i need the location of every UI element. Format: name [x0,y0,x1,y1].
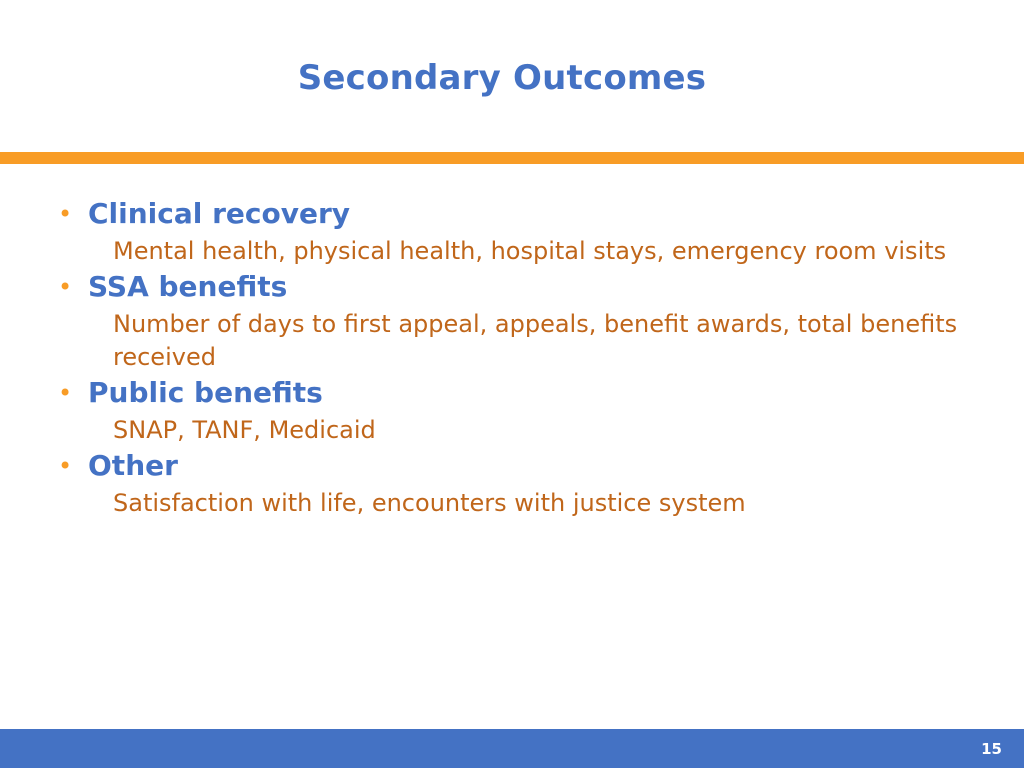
item-detail: Number of days to first appeal, appeals, benefit awards, total benefits received [113,310,958,371]
list-item [58,268,1008,374]
item-detail: Mental health, physical health, hospital stays, emergency room visits [113,237,947,265]
bullet-icon: • [58,273,73,301]
list-item [58,374,1008,447]
item-heading: SSA benefits [88,270,288,303]
list-item [58,195,1008,268]
item-heading: Clinical recovery [88,197,351,230]
item-heading: Public benefits [88,376,323,409]
item-detail: SNAP, TANF, Medicaid [113,416,376,444]
item-detail: Satisfaction with life, encounters with justice system [113,489,746,517]
list-item [58,447,1008,520]
item-heading: Other [88,449,178,482]
bullet-icon: • [58,200,73,228]
page-number: 15 [981,740,1002,758]
bullet-icon: • [58,452,73,480]
footer-bar [0,729,1024,768]
bullet-list [58,195,1008,520]
bullet-icon: • [58,379,73,407]
accent-divider [0,152,1024,164]
slide-title: Secondary Outcomes [297,58,707,98]
